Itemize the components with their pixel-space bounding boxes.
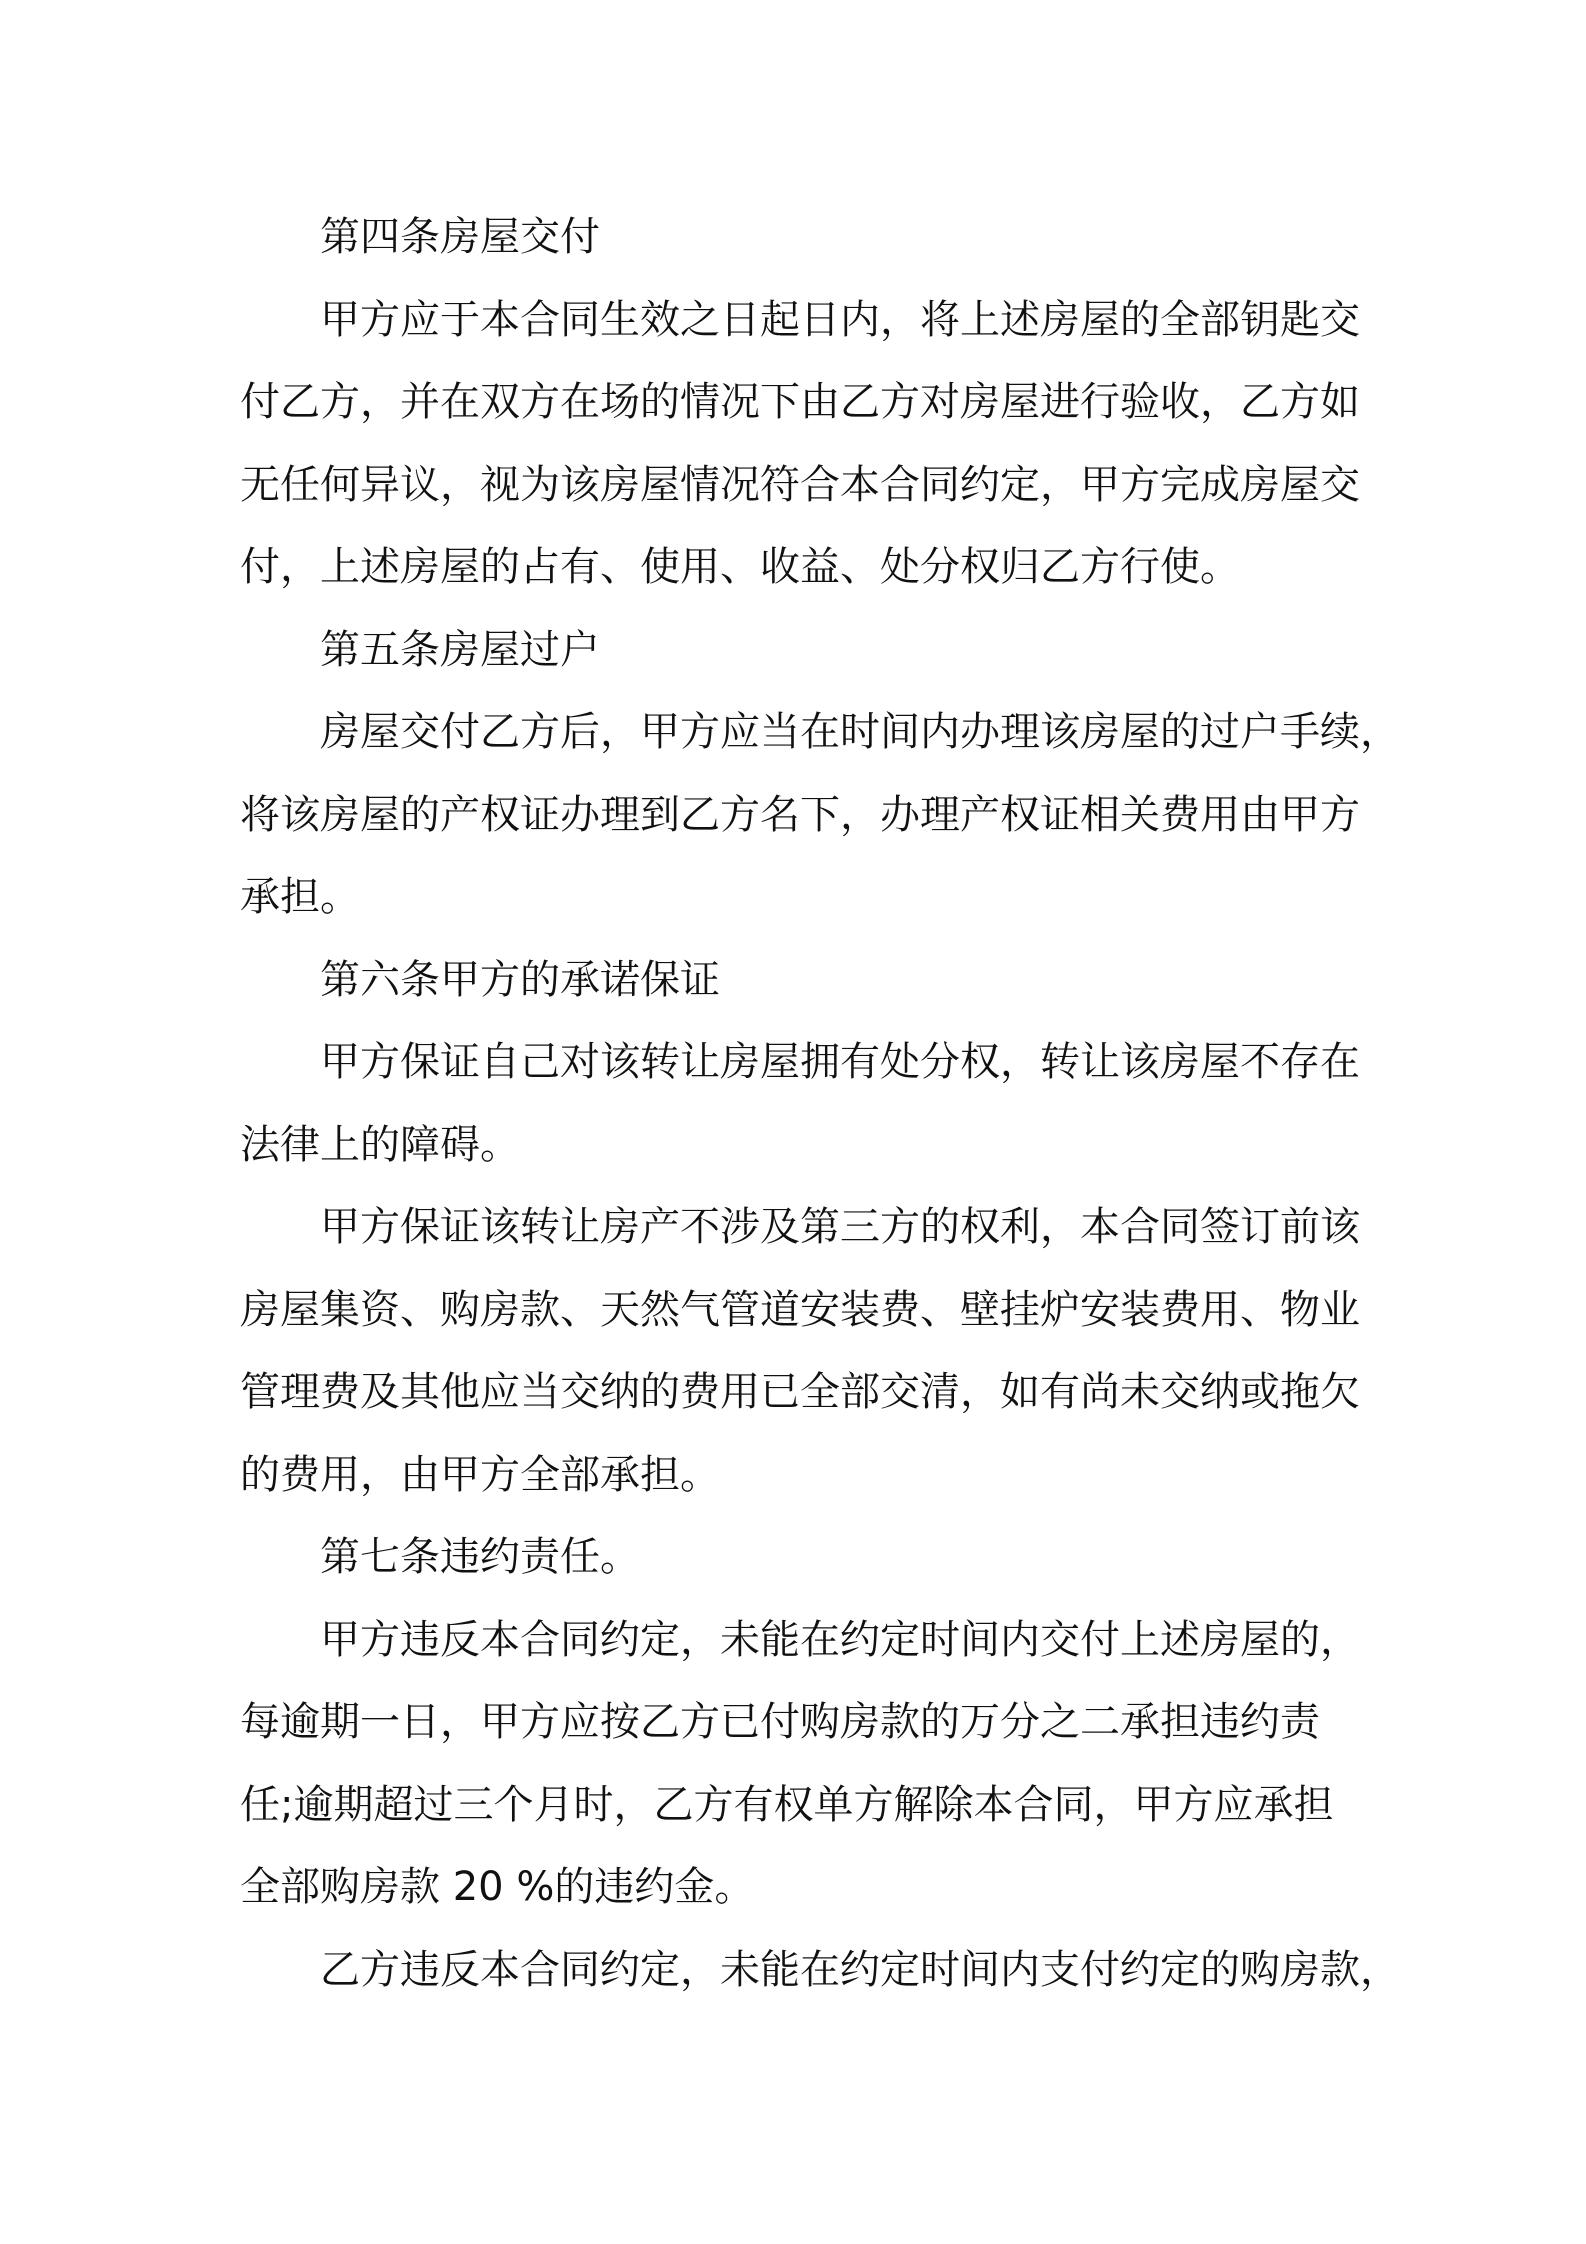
section-heading-5: 第五条房屋过户 <box>320 626 600 673</box>
paragraph-line: 甲方保证自己对该转让房屋拥有处分权，转让该房屋不存在 <box>320 1039 1360 1085</box>
paragraph-line: 付乙方，并在双方在场的情况下由乙方对房屋进行验收，乙方如 <box>240 379 1360 425</box>
section-heading-4: 第四条房屋交付 <box>320 214 600 260</box>
paragraph-line: 房屋交付乙方后，甲方应当在时间内办理该房屋的过户手续， <box>320 709 1400 755</box>
paragraph-line: 甲方违反本合同约定，未能在约定时间内交付上述房屋的， <box>320 1616 1360 1663</box>
section-heading-7: 第七条违约责任。 <box>320 1534 640 1580</box>
paragraph-line: 任;逾期超过三个月时，乙方有权单方解除本合同，甲方应承担 <box>240 1781 1334 1828</box>
paragraph-line: 甲方保证该转让房产不涉及第三方的权利，本合同签订前该 <box>320 1204 1360 1250</box>
paragraph-line: 的费用，由甲方全部承担。 <box>240 1451 720 1498</box>
paragraph-line: 房屋集资、购房款、天然气管道安装费、壁挂炉安装费用、物业 <box>240 1286 1360 1333</box>
section-heading-6: 第六条甲方的承诺保证 <box>320 956 720 1003</box>
paragraph-line: 承担。 <box>240 874 360 920</box>
paragraph-line: 法律上的障碍。 <box>240 1121 520 1168</box>
paragraph-line: 每逾期一日，甲方应按乙方已付购房款的万分之二承担违约责 <box>240 1699 1320 1745</box>
paragraph-line: 付，上述房屋的占有、使用、收益、处分权归乙方行使。 <box>240 544 1240 590</box>
paragraph-line: 管理费及其他应当交纳的费用已全部交清，如有尚未交纳或拖欠 <box>240 1369 1360 1415</box>
paragraph-line: 全部购房款 20 %的违约金。 <box>240 1864 755 1910</box>
document-body <box>240 196 1400 2011</box>
paragraph-line: 将该房屋的产权证办理到乙方名下，办理产权证相关费用由甲方 <box>240 791 1360 838</box>
paragraph-line: 乙方违反本合同约定，未能在约定时间内支付约定的购房款， <box>320 1946 1400 1993</box>
paragraph-line: 甲方应于本合同生效之日起日内，将上述房屋的全部钥匙交 <box>320 296 1360 343</box>
paragraph-line: 无任何异议，视为该房屋情况符合本合同约定，甲方完成房屋交 <box>240 461 1360 508</box>
